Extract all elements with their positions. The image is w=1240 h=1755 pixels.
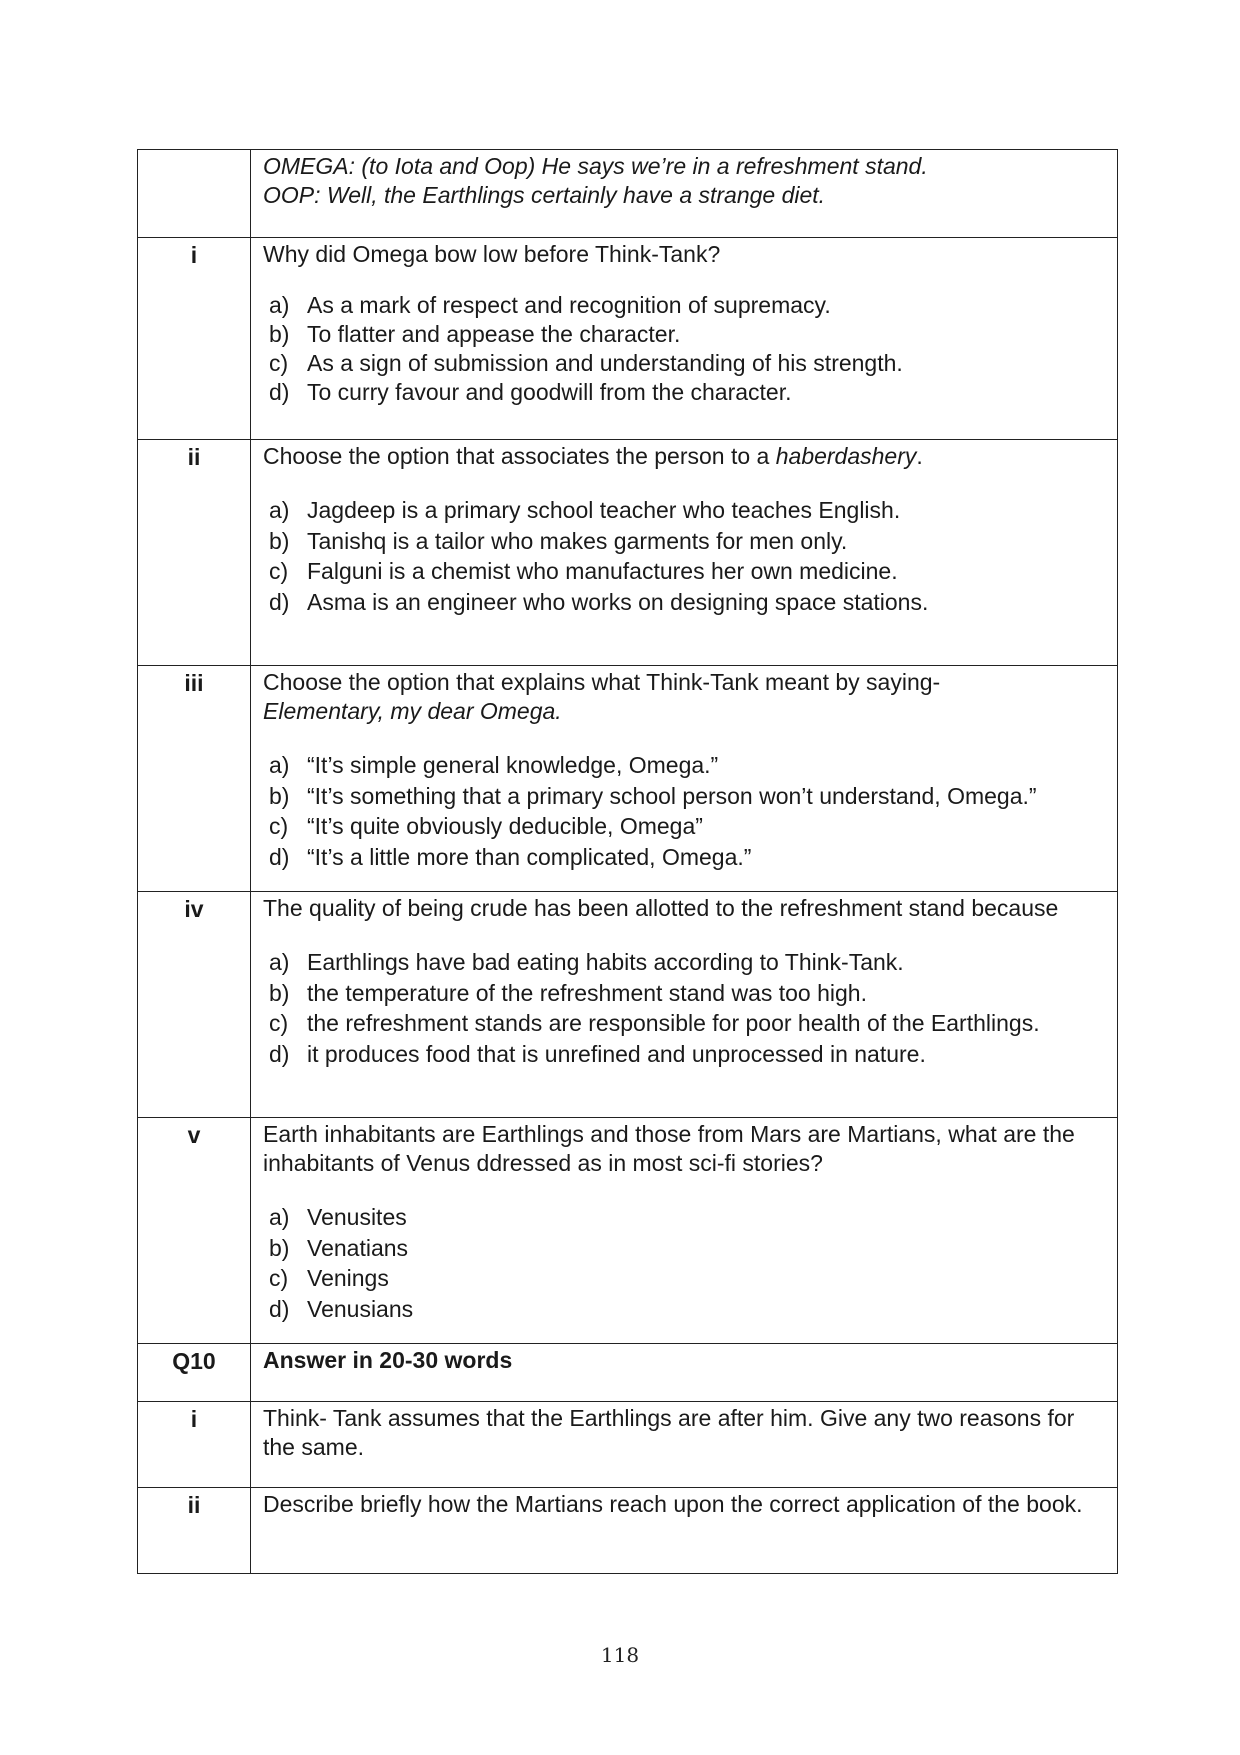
option-item — [263, 978, 1107, 1009]
question-quote: Elementary, my dear Omega. — [263, 698, 562, 724]
option-text: As a mark of respect and recognition of supremacy. — [307, 292, 831, 318]
intro-text-cell — [251, 150, 1118, 238]
intro-number-cell — [138, 150, 251, 238]
option-item — [263, 378, 1107, 407]
option-text: it produces food that is unrefined and unprocessed in nature. — [307, 1040, 926, 1067]
q10-row-i — [138, 1402, 1118, 1488]
option-letter: c) — [269, 350, 289, 376]
option-letter: b) — [269, 979, 290, 1006]
q10-heading-row — [138, 1344, 1118, 1402]
option-letter: c) — [269, 558, 289, 584]
option-letter: a) — [269, 752, 290, 778]
question-cell — [251, 1118, 1118, 1344]
option-text: Tanishq is a tailor who makes garments for men only. — [307, 527, 848, 554]
options-list — [263, 1202, 1107, 1324]
question-number: iii — [138, 666, 251, 892]
option-text: To flatter and appease the character. — [307, 321, 681, 347]
option-text: Venusians — [307, 1295, 414, 1322]
page-number: 118 — [600, 1643, 640, 1667]
option-text: Jagdeep is a primary school teacher who teaches English. — [307, 497, 901, 523]
option-letter: b) — [269, 1234, 290, 1261]
question-text-italic: haberdashery — [775, 443, 917, 469]
option-item — [263, 556, 1107, 587]
option-item — [263, 811, 1107, 842]
option-text: Falguni is a chemist who manufactures her own medicine. — [307, 558, 898, 584]
option-item — [263, 781, 1107, 812]
option-letter: d) — [269, 1295, 290, 1322]
option-letter: c) — [269, 1010, 289, 1036]
option-item — [263, 842, 1107, 873]
options-list — [263, 947, 1107, 1069]
question-text — [263, 442, 1107, 471]
option-item — [263, 1233, 1107, 1264]
question-number: i — [138, 1402, 251, 1488]
question-number: Q10 — [138, 1344, 251, 1402]
option-text: Earthlings have bad eating habits according to Think-Tank. — [307, 949, 904, 975]
option-letter: b) — [269, 527, 290, 554]
option-item — [263, 349, 1107, 378]
question-row-iv — [138, 892, 1118, 1118]
option-item — [263, 1202, 1107, 1233]
question-text: Think- Tank assumes that the Earthlings are after him. Give any two reasons for the same. — [251, 1402, 1118, 1488]
question-row-v — [138, 1118, 1118, 1344]
intro-row — [138, 150, 1118, 238]
question-cell — [251, 238, 1118, 440]
question-number: i — [138, 238, 251, 440]
section-heading: Answer in 20-30 words — [251, 1344, 1118, 1402]
option-letter: d) — [269, 379, 290, 405]
option-text: Asma is an engineer who works on designing space stations. — [307, 588, 929, 615]
question-number: v — [138, 1118, 251, 1344]
option-text: the temperature of the refreshment stand was too high. — [307, 979, 867, 1006]
option-item — [263, 750, 1107, 781]
option-text: the refreshment stands are responsible for poor health of the Earthlings. — [307, 1010, 1040, 1036]
option-letter: a) — [269, 949, 290, 975]
option-text: “It’s a little more than complicated, Omega.” — [307, 843, 752, 870]
question-number: iv — [138, 892, 251, 1118]
option-letter: a) — [269, 1204, 290, 1230]
question-cell — [251, 440, 1118, 666]
q10-row-ii — [138, 1488, 1118, 1574]
question-table — [137, 149, 1118, 1574]
option-item — [263, 1294, 1107, 1325]
option-letter: c) — [269, 813, 289, 839]
option-letter: b) — [269, 321, 290, 347]
option-item — [263, 291, 1107, 320]
question-number: ii — [138, 440, 251, 666]
question-text-part: Choose the option that associates the person to a — [263, 443, 776, 469]
option-text: As a sign of submission and understanding of his strength. — [307, 350, 903, 376]
option-letter: c) — [269, 1265, 289, 1291]
question-text: Choose the option that explains what Think-Tank meant by saying- — [263, 669, 941, 695]
question-text: Describe briefly how the Martians reach upon the correct application of the book. — [251, 1488, 1118, 1574]
option-text: Venusites — [307, 1204, 407, 1230]
option-item — [263, 526, 1107, 557]
question-row-iii — [138, 666, 1118, 892]
option-item — [263, 495, 1107, 526]
option-text: To curry favour and goodwill from the character. — [307, 379, 792, 405]
question-text: Why did Omega bow low before Think-Tank? — [263, 241, 721, 267]
question-row-ii — [138, 440, 1118, 666]
option-item — [263, 947, 1107, 978]
option-text: Venatians — [307, 1234, 409, 1261]
options-list — [263, 750, 1107, 872]
option-letter: d) — [269, 588, 290, 615]
option-text: “It’s simple general knowledge, Omega.” — [307, 752, 719, 778]
option-letter: d) — [269, 1040, 290, 1067]
question-text: Earth inhabitants are Earthlings and those from Mars are Martians, what are the inhabitants of Venus ddressed as in most sci-fi stories? — [263, 1121, 1075, 1176]
option-letter: a) — [269, 292, 290, 318]
options-list — [263, 495, 1107, 617]
question-row-i — [138, 238, 1118, 440]
question-cell — [251, 666, 1118, 892]
option-item — [263, 1263, 1107, 1294]
option-item — [263, 1008, 1107, 1039]
question-number: ii — [138, 1488, 251, 1574]
question-cell — [251, 892, 1118, 1118]
intro-line-1: OMEGA: (to Iota and Oop) He says we’re in a refreshment stand. — [263, 153, 928, 179]
option-text: Venings — [307, 1265, 389, 1291]
question-text-part: . — [916, 443, 923, 469]
option-item — [263, 587, 1107, 618]
options-list — [263, 291, 1107, 407]
question-text: The quality of being crude has been allotted to the refreshment stand because — [263, 895, 1059, 921]
option-item — [263, 1039, 1107, 1070]
intro-line-2: OOP: Well, the Earthlings certainly have a strange diet. — [263, 182, 826, 208]
option-text: “It’s something that a primary school person won’t understand, Omega.” — [307, 782, 1037, 809]
option-item — [263, 320, 1107, 349]
option-letter: b) — [269, 782, 290, 809]
option-text: “It’s quite obviously deducible, Omega” — [307, 813, 703, 839]
option-letter: d) — [269, 843, 290, 870]
option-letter: a) — [269, 497, 290, 523]
